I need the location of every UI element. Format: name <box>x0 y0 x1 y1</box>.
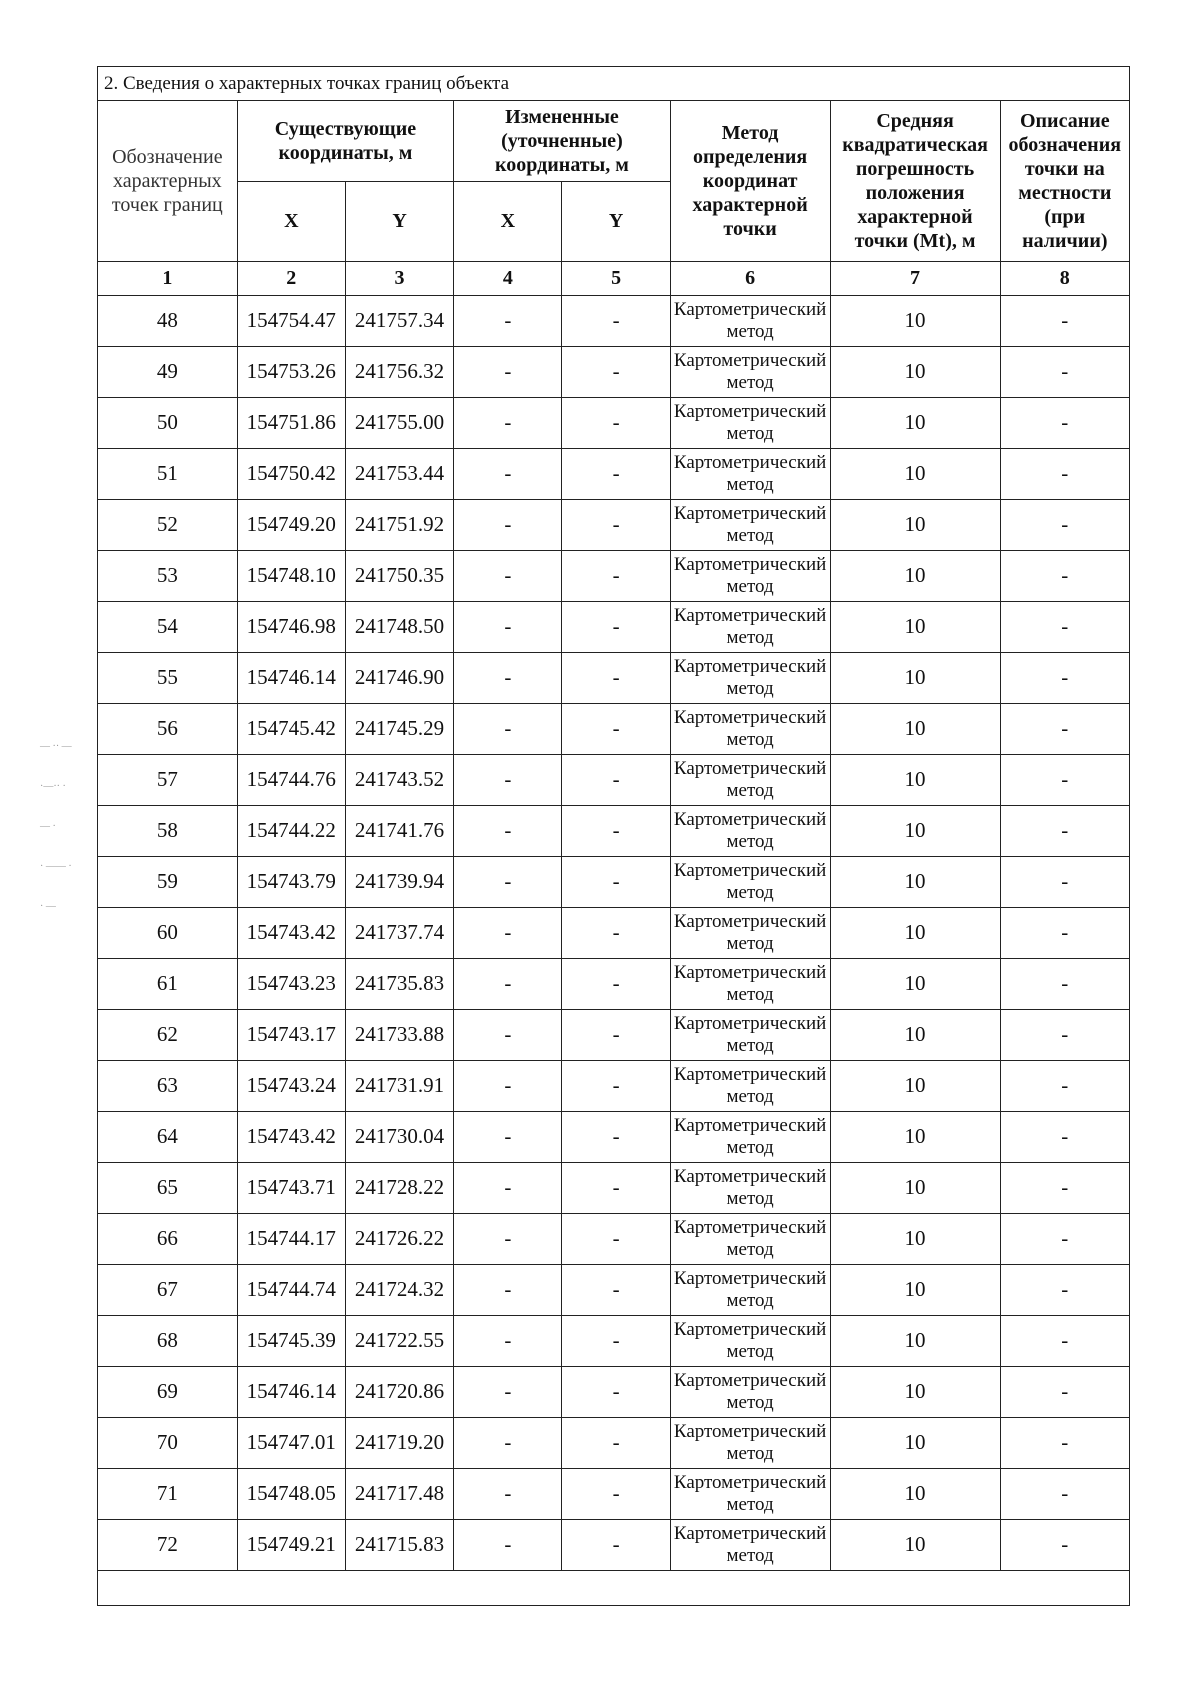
error-cell: 10 <box>830 754 1000 805</box>
x-existing-cell: 154748.05 <box>237 1468 345 1519</box>
description-cell: - <box>1000 754 1129 805</box>
x-existing-cell: 154743.17 <box>237 1009 345 1060</box>
y-changed-cell: - <box>562 1009 670 1060</box>
description-cell: - <box>1000 652 1129 703</box>
y-existing-cell: 241755.00 <box>345 397 453 448</box>
y-existing-cell: 241753.44 <box>345 448 453 499</box>
header-point-label: Обозначение характерных точек границ <box>98 101 237 261</box>
x-existing-cell: 154748.10 <box>237 550 345 601</box>
error-cell: 10 <box>830 1213 1000 1264</box>
x-changed-cell: - <box>454 805 562 856</box>
x-changed-cell: - <box>454 907 562 958</box>
method-cell: Картометрический метод <box>670 1366 830 1417</box>
point-number-cell: 48 <box>98 295 237 346</box>
method-cell: Картометрический метод <box>670 1162 830 1213</box>
error-cell: 10 <box>830 856 1000 907</box>
y-changed-cell: - <box>562 652 670 703</box>
table-row <box>98 1264 1129 1315</box>
description-cell: - <box>1000 499 1129 550</box>
x-changed-cell: - <box>454 1264 562 1315</box>
y-changed-cell: - <box>562 958 670 1009</box>
error-cell: 10 <box>830 1417 1000 1468</box>
table-row <box>98 1417 1129 1468</box>
x-changed-cell: - <box>454 1366 562 1417</box>
error-cell: 10 <box>830 1111 1000 1162</box>
table-row <box>98 397 1129 448</box>
point-number-cell: 57 <box>98 754 237 805</box>
x-changed-cell: - <box>454 295 562 346</box>
point-number-cell: 55 <box>98 652 237 703</box>
y-existing-cell: 241751.92 <box>345 499 453 550</box>
boundary-points-table <box>98 101 1129 1607</box>
error-cell: 10 <box>830 1315 1000 1366</box>
description-cell: - <box>1000 1264 1129 1315</box>
point-number-cell: 50 <box>98 397 237 448</box>
point-number-cell: 53 <box>98 550 237 601</box>
table-row <box>98 499 1129 550</box>
x-changed-cell: - <box>454 448 562 499</box>
y-changed-cell: - <box>562 907 670 958</box>
header-error: Средняя квадратическая погрешность положения характерной точки (Mt), м <box>830 101 1000 261</box>
description-cell: - <box>1000 1366 1129 1417</box>
y-existing-cell: 241750.35 <box>345 550 453 601</box>
x-changed-cell: - <box>454 1417 562 1468</box>
table-row <box>98 346 1129 397</box>
table-row <box>98 856 1129 907</box>
error-cell: 10 <box>830 958 1000 1009</box>
description-cell: - <box>1000 856 1129 907</box>
method-cell: Картометрический метод <box>670 550 830 601</box>
point-number-cell: 51 <box>98 448 237 499</box>
table-row <box>98 295 1129 346</box>
description-cell: - <box>1000 601 1129 652</box>
y-existing-cell: 241757.34 <box>345 295 453 346</box>
x-existing-cell: 154743.24 <box>237 1060 345 1111</box>
table-row <box>98 550 1129 601</box>
x-existing-cell: 154744.74 <box>237 1264 345 1315</box>
x-existing-cell: 154743.23 <box>237 958 345 1009</box>
point-number-cell: 60 <box>98 907 237 958</box>
method-cell: Картометрический метод <box>670 397 830 448</box>
scan-margin-marks: — ·· — ·—·· · — · · —— · · — <box>40 741 72 912</box>
table-row <box>98 1468 1129 1519</box>
x-existing-cell: 154749.21 <box>237 1519 345 1570</box>
y-changed-cell: - <box>562 1213 670 1264</box>
table-row <box>98 958 1129 1009</box>
y-existing-cell: 241741.76 <box>345 805 453 856</box>
point-number-cell: 66 <box>98 1213 237 1264</box>
y-existing-cell: 241726.22 <box>345 1213 453 1264</box>
header-changed-coords: Измененные (уточненные) координаты, м <box>454 101 671 181</box>
point-number-cell: 58 <box>98 805 237 856</box>
y-changed-cell: - <box>562 1417 670 1468</box>
y-existing-cell: 241756.32 <box>345 346 453 397</box>
x-changed-cell: - <box>454 1519 562 1570</box>
error-cell: 10 <box>830 1519 1000 1570</box>
table-row <box>98 601 1129 652</box>
column-number: 2 <box>237 261 345 295</box>
method-cell: Картометрический метод <box>670 958 830 1009</box>
point-number-cell: 71 <box>98 1468 237 1519</box>
x-existing-cell: 154743.71 <box>237 1162 345 1213</box>
method-cell: Картометрический метод <box>670 1519 830 1570</box>
y-changed-cell: - <box>562 805 670 856</box>
y-changed-cell: - <box>562 1366 670 1417</box>
table-row <box>98 1519 1129 1570</box>
point-number-cell: 52 <box>98 499 237 550</box>
y-changed-cell: - <box>562 1519 670 1570</box>
error-cell: 10 <box>830 295 1000 346</box>
error-cell: 10 <box>830 550 1000 601</box>
error-cell: 10 <box>830 907 1000 958</box>
y-changed-cell: - <box>562 1162 670 1213</box>
x-changed-cell: - <box>454 1009 562 1060</box>
point-number-cell: 62 <box>98 1009 237 1060</box>
x-existing-cell: 154744.22 <box>237 805 345 856</box>
y-changed-cell: - <box>562 754 670 805</box>
table-row <box>98 652 1129 703</box>
table-row <box>98 1009 1129 1060</box>
error-cell: 10 <box>830 1009 1000 1060</box>
x-existing-cell: 154743.79 <box>237 856 345 907</box>
x-existing-cell: 154746.98 <box>237 601 345 652</box>
method-cell: Картометрический метод <box>670 907 830 958</box>
table-row <box>98 1315 1129 1366</box>
x-changed-cell: - <box>454 1468 562 1519</box>
y-existing-cell: 241743.52 <box>345 754 453 805</box>
description-cell: - <box>1000 805 1129 856</box>
column-number: 4 <box>454 261 562 295</box>
method-cell: Картометрический метод <box>670 1111 830 1162</box>
error-cell: 10 <box>830 1264 1000 1315</box>
y-existing-cell: 241728.22 <box>345 1162 453 1213</box>
description-cell: - <box>1000 1315 1129 1366</box>
method-cell: Картометрический метод <box>670 346 830 397</box>
method-cell: Картометрический метод <box>670 1468 830 1519</box>
description-cell: - <box>1000 1162 1129 1213</box>
table-row <box>98 805 1129 856</box>
x-changed-cell: - <box>454 1162 562 1213</box>
x-changed-cell: - <box>454 856 562 907</box>
description-cell: - <box>1000 550 1129 601</box>
description-cell: - <box>1000 346 1129 397</box>
y-changed-cell: - <box>562 703 670 754</box>
description-cell: - <box>1000 958 1129 1009</box>
table-row <box>98 1162 1129 1213</box>
x-existing-cell: 154750.42 <box>237 448 345 499</box>
method-cell: Картометрический метод <box>670 1213 830 1264</box>
point-number-cell: 69 <box>98 1366 237 1417</box>
table-row <box>98 1366 1129 1417</box>
column-number: 3 <box>345 261 453 295</box>
x-existing-cell: 154744.76 <box>237 754 345 805</box>
method-cell: Картометрический метод <box>670 754 830 805</box>
x-existing-cell: 154744.17 <box>237 1213 345 1264</box>
description-cell: - <box>1000 1417 1129 1468</box>
x-existing-cell: 154746.14 <box>237 1366 345 1417</box>
error-cell: 10 <box>830 499 1000 550</box>
error-cell: 10 <box>830 1366 1000 1417</box>
error-cell: 10 <box>830 1060 1000 1111</box>
x-existing-cell: 154749.20 <box>237 499 345 550</box>
error-cell: 10 <box>830 448 1000 499</box>
y-changed-cell: - <box>562 856 670 907</box>
y-existing-cell: 241730.04 <box>345 1111 453 1162</box>
y-changed-cell: - <box>562 1060 670 1111</box>
error-cell: 10 <box>830 601 1000 652</box>
description-cell: - <box>1000 1009 1129 1060</box>
y-changed-cell: - <box>562 1111 670 1162</box>
method-cell: Картометрический метод <box>670 703 830 754</box>
method-cell: Картометрический метод <box>670 1417 830 1468</box>
y-existing-cell: 241745.29 <box>345 703 453 754</box>
point-number-cell: 54 <box>98 601 237 652</box>
table-row <box>98 1213 1129 1264</box>
column-number: 5 <box>562 261 670 295</box>
header-x-existing: X <box>237 181 345 261</box>
point-number-cell: 63 <box>98 1060 237 1111</box>
point-number-cell: 59 <box>98 856 237 907</box>
y-existing-cell: 241731.91 <box>345 1060 453 1111</box>
empty-footer-cell <box>98 1570 1129 1607</box>
y-changed-cell: - <box>562 1468 670 1519</box>
y-changed-cell: - <box>562 601 670 652</box>
table-row <box>98 1111 1129 1162</box>
x-existing-cell: 154745.39 <box>237 1315 345 1366</box>
x-existing-cell: 154746.14 <box>237 652 345 703</box>
description-cell: - <box>1000 703 1129 754</box>
y-existing-cell: 241739.94 <box>345 856 453 907</box>
column-number: 8 <box>1000 261 1129 295</box>
section-title: 2. Сведения о характерных точках границ объекта <box>98 67 1129 101</box>
x-changed-cell: - <box>454 958 562 1009</box>
x-changed-cell: - <box>454 754 562 805</box>
header-method: Метод определения координат характерной точки <box>670 101 830 261</box>
x-changed-cell: - <box>454 550 562 601</box>
method-cell: Картометрический метод <box>670 499 830 550</box>
method-cell: Картометрический метод <box>670 1060 830 1111</box>
point-number-cell: 68 <box>98 1315 237 1366</box>
y-changed-cell: - <box>562 550 670 601</box>
y-changed-cell: - <box>562 346 670 397</box>
x-changed-cell: - <box>454 601 562 652</box>
table-header <box>98 101 1129 295</box>
error-cell: 10 <box>830 805 1000 856</box>
point-number-cell: 70 <box>98 1417 237 1468</box>
table-footer-row <box>98 1570 1129 1607</box>
x-changed-cell: - <box>454 1060 562 1111</box>
error-cell: 10 <box>830 652 1000 703</box>
point-number-cell: 64 <box>98 1111 237 1162</box>
y-changed-cell: - <box>562 295 670 346</box>
y-existing-cell: 241748.50 <box>345 601 453 652</box>
description-cell: - <box>1000 1060 1129 1111</box>
y-existing-cell: 241719.20 <box>345 1417 453 1468</box>
header-y-existing: Y <box>345 181 453 261</box>
table-row <box>98 1060 1129 1111</box>
point-number-cell: 49 <box>98 346 237 397</box>
header-y-changed: Y <box>562 181 670 261</box>
y-existing-cell: 241746.90 <box>345 652 453 703</box>
point-number-cell: 65 <box>98 1162 237 1213</box>
header-description: Описание обозначения точки на местности (при наличии) <box>1000 101 1129 261</box>
y-existing-cell: 241737.74 <box>345 907 453 958</box>
x-existing-cell: 154747.01 <box>237 1417 345 1468</box>
description-cell: - <box>1000 1111 1129 1162</box>
y-existing-cell: 241722.55 <box>345 1315 453 1366</box>
x-changed-cell: - <box>454 346 562 397</box>
header-existing-coords: Существующие координаты, м <box>237 101 454 181</box>
error-cell: 10 <box>830 1162 1000 1213</box>
description-cell: - <box>1000 1468 1129 1519</box>
y-existing-cell: 241733.88 <box>345 1009 453 1060</box>
description-cell: - <box>1000 1213 1129 1264</box>
boundary-points-sheet <box>97 66 1130 1606</box>
x-changed-cell: - <box>454 652 562 703</box>
header-x-changed: X <box>454 181 562 261</box>
description-cell: - <box>1000 397 1129 448</box>
description-cell: - <box>1000 1519 1129 1570</box>
column-number: 1 <box>98 261 237 295</box>
table-row <box>98 754 1129 805</box>
x-changed-cell: - <box>454 1111 562 1162</box>
column-number-row <box>98 261 1129 295</box>
description-cell: - <box>1000 448 1129 499</box>
x-existing-cell: 154745.42 <box>237 703 345 754</box>
y-changed-cell: - <box>562 397 670 448</box>
point-number-cell: 61 <box>98 958 237 1009</box>
method-cell: Картометрический метод <box>670 295 830 346</box>
y-existing-cell: 241715.83 <box>345 1519 453 1570</box>
y-existing-cell: 241717.48 <box>345 1468 453 1519</box>
method-cell: Картометрический метод <box>670 1009 830 1060</box>
point-number-cell: 56 <box>98 703 237 754</box>
x-existing-cell: 154751.86 <box>237 397 345 448</box>
error-cell: 10 <box>830 397 1000 448</box>
y-existing-cell: 241735.83 <box>345 958 453 1009</box>
error-cell: 10 <box>830 703 1000 754</box>
method-cell: Картометрический метод <box>670 1315 830 1366</box>
y-existing-cell: 241724.32 <box>345 1264 453 1315</box>
x-changed-cell: - <box>454 1315 562 1366</box>
y-changed-cell: - <box>562 448 670 499</box>
method-cell: Картометрический метод <box>670 805 830 856</box>
description-cell: - <box>1000 907 1129 958</box>
table-row <box>98 703 1129 754</box>
method-cell: Картометрический метод <box>670 652 830 703</box>
x-changed-cell: - <box>454 397 562 448</box>
column-number: 7 <box>830 261 1000 295</box>
table-row <box>98 448 1129 499</box>
method-cell: Картометрический метод <box>670 448 830 499</box>
table-row <box>98 907 1129 958</box>
table-body <box>98 295 1129 1570</box>
point-number-cell: 72 <box>98 1519 237 1570</box>
description-cell: - <box>1000 295 1129 346</box>
x-existing-cell: 154743.42 <box>237 1111 345 1162</box>
method-cell: Картометрический метод <box>670 856 830 907</box>
method-cell: Картометрический метод <box>670 1264 830 1315</box>
x-changed-cell: - <box>454 703 562 754</box>
x-changed-cell: - <box>454 499 562 550</box>
x-existing-cell: 154753.26 <box>237 346 345 397</box>
column-number: 6 <box>670 261 830 295</box>
x-changed-cell: - <box>454 1213 562 1264</box>
y-changed-cell: - <box>562 1315 670 1366</box>
y-changed-cell: - <box>562 1264 670 1315</box>
x-existing-cell: 154743.42 <box>237 907 345 958</box>
point-number-cell: 67 <box>98 1264 237 1315</box>
error-cell: 10 <box>830 1468 1000 1519</box>
y-existing-cell: 241720.86 <box>345 1366 453 1417</box>
error-cell: 10 <box>830 346 1000 397</box>
x-existing-cell: 154754.47 <box>237 295 345 346</box>
y-changed-cell: - <box>562 499 670 550</box>
method-cell: Картометрический метод <box>670 601 830 652</box>
